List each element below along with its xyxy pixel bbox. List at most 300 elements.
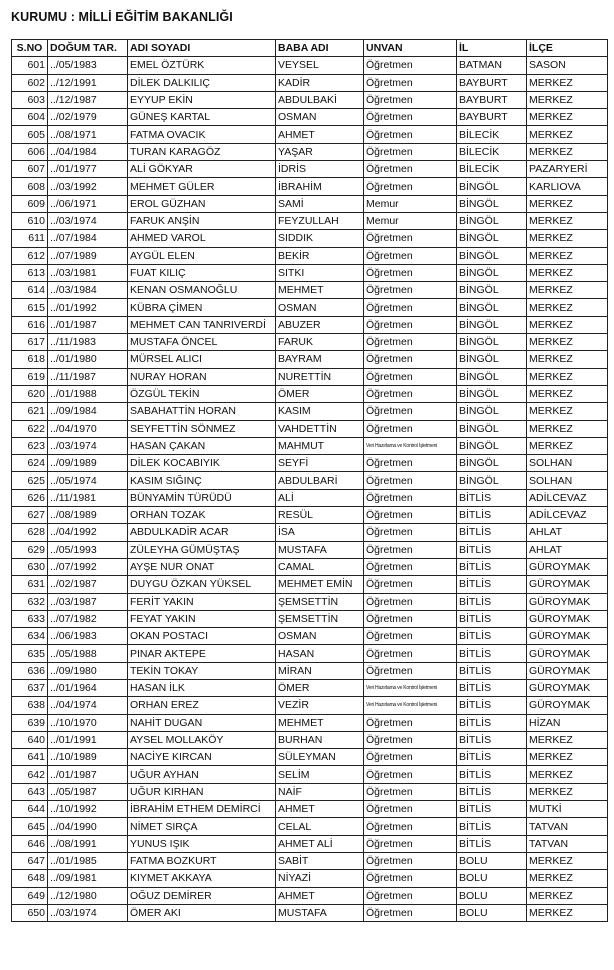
row-number: 635 <box>12 645 48 662</box>
row-number: 626 <box>12 489 48 506</box>
table-row <box>12 57 608 74</box>
job-title: Öğretmen <box>364 178 457 195</box>
district: GÜROYMAK <box>527 610 608 627</box>
province: BİNGÖL <box>457 455 527 472</box>
province: BİTLİS <box>457 801 527 818</box>
row-number: 605 <box>12 126 48 143</box>
job-title: Öğretmen <box>364 852 457 869</box>
birth-date: ../03/1974 <box>48 212 128 229</box>
district: MERKEZ <box>527 368 608 385</box>
birth-date: ../09/1980 <box>48 662 128 679</box>
father-name: MEHMET EMİN <box>276 576 364 593</box>
district: MERKEZ <box>527 282 608 299</box>
job-title: Öğretmen <box>364 126 457 143</box>
birth-date: ../04/1990 <box>48 818 128 835</box>
father-name: FARUK <box>276 334 364 351</box>
birth-date: ../05/1993 <box>48 541 128 558</box>
district: SOLHAN <box>527 472 608 489</box>
district: AHLAT <box>527 524 608 541</box>
full-name: TEKİN TOKAY <box>128 662 276 679</box>
row-number: 609 <box>12 195 48 212</box>
row-number: 618 <box>12 351 48 368</box>
full-name: FEYAT YAKIN <box>128 610 276 627</box>
province: BİNGÖL <box>457 403 527 420</box>
table-body <box>12 57 608 922</box>
district: MERKEZ <box>527 783 608 800</box>
full-name: EYYUP EKİN <box>128 91 276 108</box>
row-number: 645 <box>12 818 48 835</box>
birth-date: ../01/1991 <box>48 731 128 748</box>
table-row <box>12 143 608 160</box>
district: MERKEZ <box>527 91 608 108</box>
father-name: YAŞAR <box>276 143 364 160</box>
full-name: KENAN OSMANOĞLU <box>128 282 276 299</box>
district: MERKEZ <box>527 334 608 351</box>
table-row <box>12 368 608 385</box>
birth-date: ../11/1987 <box>48 368 128 385</box>
province: BİLECİK <box>457 143 527 160</box>
row-number: 648 <box>12 870 48 887</box>
district: MERKEZ <box>527 749 608 766</box>
full-name: ORHAN TOZAK <box>128 507 276 524</box>
job-title: Veri Hazırlama ve Kontrol İşletmeni <box>364 697 457 714</box>
row-number: 636 <box>12 662 48 679</box>
table-row <box>12 455 608 472</box>
table-row <box>12 904 608 921</box>
job-title: Öğretmen <box>364 230 457 247</box>
district: MERKEZ <box>527 731 608 748</box>
district-header: İLÇE <box>527 40 608 57</box>
province: BİTLİS <box>457 783 527 800</box>
page-title: KURUMU : MİLLİ EĞİTİM BAKANLIĞI <box>11 10 233 24</box>
province: BİTLİS <box>457 645 527 662</box>
father-name: MİRAN <box>276 662 364 679</box>
birth-date: ../10/1970 <box>48 714 128 731</box>
full-name: FUAT KILIÇ <box>128 264 276 281</box>
district: GÜROYMAK <box>527 593 608 610</box>
district: MERKEZ <box>527 109 608 126</box>
birth-date: ../03/1992 <box>48 178 128 195</box>
title-header: UNVAN <box>364 40 457 57</box>
father-name: ABUZER <box>276 316 364 333</box>
table-row <box>12 749 608 766</box>
row-number: 610 <box>12 212 48 229</box>
province: BİNGÖL <box>457 247 527 264</box>
job-title: Öğretmen <box>364 247 457 264</box>
full-name: DUYGU ÖZKAN YÜKSEL <box>128 576 276 593</box>
birth-date: ../11/1983 <box>48 334 128 351</box>
province: BİNGÖL <box>457 316 527 333</box>
father-name-header: BABA ADI <box>276 40 364 57</box>
table-row <box>12 835 608 852</box>
job-title: Öğretmen <box>364 334 457 351</box>
full-name: İBRAHİM ETHEM DEMİRCİ <box>128 801 276 818</box>
job-title: Öğretmen <box>364 455 457 472</box>
birth-date: ../07/1984 <box>48 230 128 247</box>
table-row <box>12 126 608 143</box>
job-title: Öğretmen <box>364 368 457 385</box>
job-title: Öğretmen <box>364 57 457 74</box>
father-name: SELİM <box>276 766 364 783</box>
job-title: Öğretmen <box>364 818 457 835</box>
full-name: MEHMET CAN TANRIVERDİ <box>128 316 276 333</box>
job-title: Öğretmen <box>364 91 457 108</box>
birth-date: ../01/1985 <box>48 852 128 869</box>
table-row <box>12 593 608 610</box>
district: MERKEZ <box>527 904 608 921</box>
birth-date: ../04/1992 <box>48 524 128 541</box>
table-row <box>12 783 608 800</box>
birth-date: ../01/1977 <box>48 161 128 178</box>
full-name: AYŞE NUR ONAT <box>128 558 276 575</box>
job-title: Öğretmen <box>364 801 457 818</box>
district: SASON <box>527 57 608 74</box>
birth-date: ../07/1989 <box>48 247 128 264</box>
table-row <box>12 161 608 178</box>
row-number: 612 <box>12 247 48 264</box>
province: BİNGÖL <box>457 178 527 195</box>
full-name: SABAHATTİN HORAN <box>128 403 276 420</box>
job-title: Öğretmen <box>364 766 457 783</box>
father-name: ALİ <box>276 489 364 506</box>
row-number: 643 <box>12 783 48 800</box>
full-name: MUSTAFA ÖNCEL <box>128 334 276 351</box>
full-name: DİLEK KOCABIYIK <box>128 455 276 472</box>
table-row <box>12 610 608 627</box>
father-name: OSMAN <box>276 628 364 645</box>
father-name: SEYFİ <box>276 455 364 472</box>
full-name: KÜBRA ÇİMEN <box>128 299 276 316</box>
birth-date-header: DOĞUM TAR. <box>48 40 128 57</box>
province: BİTLİS <box>457 558 527 575</box>
district: MERKEZ <box>527 126 608 143</box>
row-number: 606 <box>12 143 48 160</box>
job-title: Öğretmen <box>364 74 457 91</box>
province: BİNGÖL <box>457 368 527 385</box>
father-name: SABİT <box>276 852 364 869</box>
job-title: Öğretmen <box>364 645 457 662</box>
district: GÜROYMAK <box>527 679 608 696</box>
job-title: Öğretmen <box>364 489 457 506</box>
full-name: BÜNYAMİN TÜRÜDÜ <box>128 489 276 506</box>
row-number: 637 <box>12 679 48 696</box>
full-name: DİLEK DALKILIÇ <box>128 74 276 91</box>
father-name: İBRAHİM <box>276 178 364 195</box>
district: MERKEZ <box>527 74 608 91</box>
father-name: SIDDIK <box>276 230 364 247</box>
job-title: Öğretmen <box>364 558 457 575</box>
job-title: Öğretmen <box>364 351 457 368</box>
birth-date: ../06/1971 <box>48 195 128 212</box>
table-row <box>12 541 608 558</box>
row-number: 615 <box>12 299 48 316</box>
province: BİTLİS <box>457 835 527 852</box>
row-number: 624 <box>12 455 48 472</box>
full-name: MÜRSEL ALICI <box>128 351 276 368</box>
province: BİTLİS <box>457 749 527 766</box>
district: TATVAN <box>527 835 608 852</box>
table-row <box>12 870 608 887</box>
district: MERKEZ <box>527 247 608 264</box>
province: BİTLİS <box>457 541 527 558</box>
table-row <box>12 178 608 195</box>
job-title: Öğretmen <box>364 887 457 904</box>
table-row <box>12 195 608 212</box>
father-name: AHMET ALİ <box>276 835 364 852</box>
district: MERKEZ <box>527 264 608 281</box>
birth-date: ../01/1988 <box>48 385 128 402</box>
full-name: OKAN POSTACI <box>128 628 276 645</box>
table-row <box>12 489 608 506</box>
table-row <box>12 714 608 731</box>
district: MERKEZ <box>527 230 608 247</box>
district: GÜROYMAK <box>527 558 608 575</box>
province: BİTLİS <box>457 731 527 748</box>
birth-date: ../03/1974 <box>48 904 128 921</box>
job-title: Öğretmen <box>364 299 457 316</box>
table-row <box>12 628 608 645</box>
row-number: 622 <box>12 420 48 437</box>
father-name: BAYRAM <box>276 351 364 368</box>
row-number: 640 <box>12 731 48 748</box>
province: BİTLİS <box>457 818 527 835</box>
birth-date: ../08/1989 <box>48 507 128 524</box>
birth-date: ../08/1991 <box>48 835 128 852</box>
birth-date: ../07/1982 <box>48 610 128 627</box>
district: MERKEZ <box>527 437 608 454</box>
row-number: 601 <box>12 57 48 74</box>
father-name: NAİF <box>276 783 364 800</box>
district: MERKEZ <box>527 420 608 437</box>
birth-date: ../09/1989 <box>48 455 128 472</box>
job-title: Öğretmen <box>364 576 457 593</box>
table-row <box>12 351 608 368</box>
job-title: Öğretmen <box>364 143 457 160</box>
father-name: SAMİ <box>276 195 364 212</box>
full-name: KIYMET AKKAYA <box>128 870 276 887</box>
father-name: ÖMER <box>276 679 364 696</box>
full-name: AYGÜL ELEN <box>128 247 276 264</box>
table-row <box>12 576 608 593</box>
district: GÜROYMAK <box>527 576 608 593</box>
father-name: VEZİR <box>276 697 364 714</box>
district: MERKEZ <box>527 195 608 212</box>
full-name: TURAN KARAGÖZ <box>128 143 276 160</box>
district: MERKEZ <box>527 212 608 229</box>
row-number: 613 <box>12 264 48 281</box>
father-name: CAMAL <box>276 558 364 575</box>
father-name: AHMET <box>276 801 364 818</box>
row-number: 604 <box>12 109 48 126</box>
row-number: 628 <box>12 524 48 541</box>
father-name: ÖMER <box>276 385 364 402</box>
full-name: ÖZGÜL TEKİN <box>128 385 276 402</box>
job-title: Öğretmen <box>364 403 457 420</box>
father-name: ŞEMSETTİN <box>276 610 364 627</box>
father-name: NİYAZİ <box>276 870 364 887</box>
table-row <box>12 403 608 420</box>
father-name: AHMET <box>276 126 364 143</box>
table-row <box>12 212 608 229</box>
table-row <box>12 731 608 748</box>
father-name: MEHMET <box>276 714 364 731</box>
job-title: Öğretmen <box>364 628 457 645</box>
district: MERKEZ <box>527 870 608 887</box>
row-number: 646 <box>12 835 48 852</box>
father-name: OSMAN <box>276 299 364 316</box>
province: BİTLİS <box>457 766 527 783</box>
table-row <box>12 91 608 108</box>
birth-date: ../04/1974 <box>48 697 128 714</box>
father-name: NURETTİN <box>276 368 364 385</box>
birth-date: ../04/1970 <box>48 420 128 437</box>
full-name: FATMA BOZKURT <box>128 852 276 869</box>
birth-date: ../07/1992 <box>48 558 128 575</box>
full-name: ZÜLEYHA GÜMÜŞTAŞ <box>128 541 276 558</box>
father-name: MUSTAFA <box>276 541 364 558</box>
birth-date: ../05/1987 <box>48 783 128 800</box>
table-row <box>12 74 608 91</box>
row-number: 633 <box>12 610 48 627</box>
father-name: KADİR <box>276 74 364 91</box>
row-number: 642 <box>12 766 48 783</box>
birth-date: ../11/1981 <box>48 489 128 506</box>
table-row <box>12 801 608 818</box>
job-title: Öğretmen <box>364 749 457 766</box>
table-header <box>12 40 608 57</box>
father-name: OSMAN <box>276 109 364 126</box>
birth-date: ../02/1979 <box>48 109 128 126</box>
table-row <box>12 420 608 437</box>
province: BİNGÖL <box>457 385 527 402</box>
full-name: NİMET SIRÇA <box>128 818 276 835</box>
row-number: 620 <box>12 385 48 402</box>
table-row <box>12 766 608 783</box>
father-name: FEYZULLAH <box>276 212 364 229</box>
row-number: 649 <box>12 887 48 904</box>
birth-date: ../01/1987 <box>48 766 128 783</box>
full-name: PINAR AKTEPE <box>128 645 276 662</box>
province: BİNGÖL <box>457 212 527 229</box>
table-row <box>12 852 608 869</box>
district: SOLHAN <box>527 455 608 472</box>
job-title: Öğretmen <box>364 316 457 333</box>
job-title: Memur <box>364 212 457 229</box>
full-name: KASIM SIĞINÇ <box>128 472 276 489</box>
birth-date: ../01/1992 <box>48 299 128 316</box>
birth-date: ../05/1974 <box>48 472 128 489</box>
province: BİTLİS <box>457 714 527 731</box>
province: BİNGÖL <box>457 420 527 437</box>
province: BİNGÖL <box>457 282 527 299</box>
row-number: 617 <box>12 334 48 351</box>
row-number: 630 <box>12 558 48 575</box>
full-name: UĞUR KIRHAN <box>128 783 276 800</box>
province-header: İL <box>457 40 527 57</box>
full-name: YUNUS IŞIK <box>128 835 276 852</box>
row-number: 625 <box>12 472 48 489</box>
job-title: Öğretmen <box>364 109 457 126</box>
row-number: 619 <box>12 368 48 385</box>
full-name: HASAN ÇAKAN <box>128 437 276 454</box>
district: MERKEZ <box>527 316 608 333</box>
row-number: 614 <box>12 282 48 299</box>
job-title: Öğretmen <box>364 282 457 299</box>
sno-header: S.NO <box>12 40 48 57</box>
row-number: 629 <box>12 541 48 558</box>
full-name: SEYFETTİN SÖNMEZ <box>128 420 276 437</box>
birth-date: ../04/1984 <box>48 143 128 160</box>
father-name: SÜLEYMAN <box>276 749 364 766</box>
birth-date: ../02/1987 <box>48 576 128 593</box>
province: BİNGÖL <box>457 264 527 281</box>
father-name: KASIM <box>276 403 364 420</box>
district: GÜROYMAK <box>527 662 608 679</box>
row-number: 631 <box>12 576 48 593</box>
row-number: 603 <box>12 91 48 108</box>
father-name: BEKİR <box>276 247 364 264</box>
province: BİTLİS <box>457 524 527 541</box>
full-name: MEHMET GÜLER <box>128 178 276 195</box>
row-number: 644 <box>12 801 48 818</box>
birth-date: ../10/1992 <box>48 801 128 818</box>
birth-date: ../01/1987 <box>48 316 128 333</box>
district: KARLIOVA <box>527 178 608 195</box>
job-title: Veri Hazırlama ve Kontrol İşletmeni <box>364 679 457 696</box>
birth-date: ../03/1987 <box>48 593 128 610</box>
district: GÜROYMAK <box>527 628 608 645</box>
table-row <box>12 230 608 247</box>
full-name: ABDULKADİR ACAR <box>128 524 276 541</box>
job-title: Öğretmen <box>364 264 457 281</box>
full-name: EROL GÜZHAN <box>128 195 276 212</box>
table-row <box>12 697 608 714</box>
province: BAYBURT <box>457 74 527 91</box>
job-title: Öğretmen <box>364 593 457 610</box>
province: BİNGÖL <box>457 230 527 247</box>
province: BİNGÖL <box>457 334 527 351</box>
full-name: UĞUR AYHAN <box>128 766 276 783</box>
district: ADİLCEVAZ <box>527 507 608 524</box>
district: GÜROYMAK <box>527 697 608 714</box>
district: MERKEZ <box>527 385 608 402</box>
province: BİNGÖL <box>457 472 527 489</box>
full-name: NACİYE KIRCAN <box>128 749 276 766</box>
row-number: 607 <box>12 161 48 178</box>
father-name: İSA <box>276 524 364 541</box>
full-name: ÖMER AKI <box>128 904 276 921</box>
province: BİNGÖL <box>457 299 527 316</box>
full-name: AYSEL MOLLAKÖY <box>128 731 276 748</box>
birth-date: ../03/1984 <box>48 282 128 299</box>
table-row <box>12 645 608 662</box>
father-name: AHMET <box>276 887 364 904</box>
birth-date: ../03/1974 <box>48 437 128 454</box>
province: BAYBURT <box>457 91 527 108</box>
job-title: Öğretmen <box>364 524 457 541</box>
table-row <box>12 282 608 299</box>
header-row <box>12 40 608 57</box>
father-name: ABDULBAKİ <box>276 91 364 108</box>
district: AHLAT <box>527 541 608 558</box>
father-name: RESÜL <box>276 507 364 524</box>
province: BİNGÖL <box>457 437 527 454</box>
table-row <box>12 662 608 679</box>
birth-date: ../12/1991 <box>48 74 128 91</box>
personnel-table <box>11 39 608 922</box>
table-row <box>12 316 608 333</box>
province: BİTLİS <box>457 610 527 627</box>
